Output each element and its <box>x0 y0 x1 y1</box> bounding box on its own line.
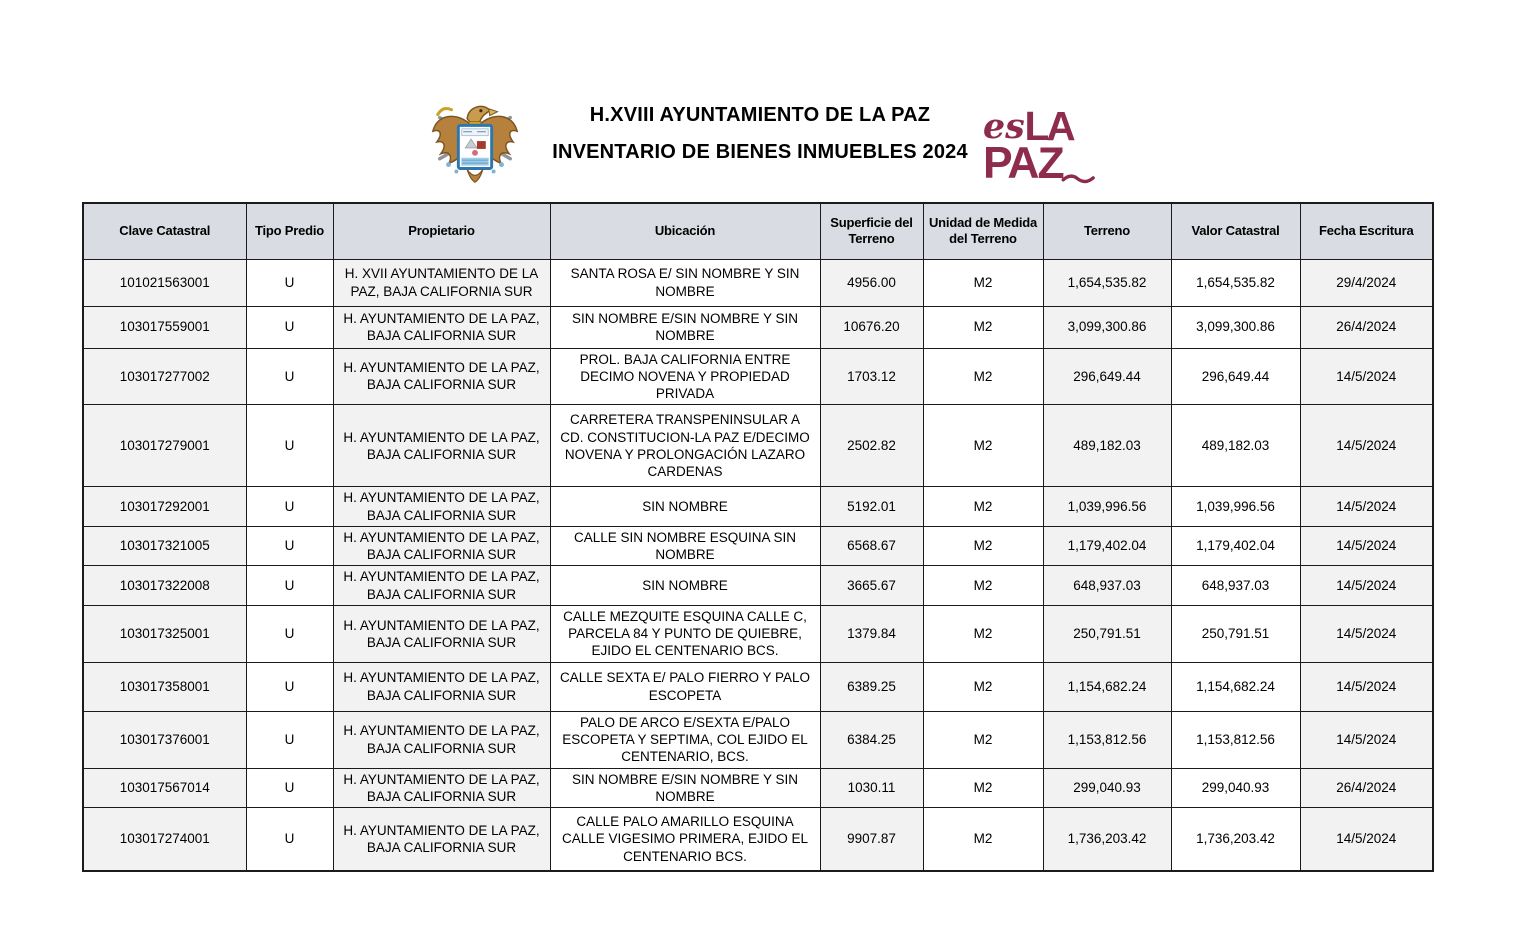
brand-es-text: es <box>982 106 1025 148</box>
table-header <box>83 203 1433 259</box>
cell-superficie-terreno: 6389.25 <box>820 662 923 711</box>
cell-tipo-predio: U <box>246 405 333 487</box>
cell-terreno: 1,154,682.24 <box>1043 662 1171 711</box>
cell-propietario: H. AYUNTAMIENTO DE LA PAZ, BAJA CALIFORNIA SUR <box>333 662 550 711</box>
cell-clave-catastral: 103017279001 <box>83 405 246 487</box>
cell-unidad-medida: M2 <box>923 405 1043 487</box>
table-row <box>83 405 1433 487</box>
cell-valor-catastral: 250,791.51 <box>1171 605 1300 662</box>
cell-tipo-predio: U <box>246 306 333 348</box>
cell-propietario: H. AYUNTAMIENTO DE LA PAZ, BAJA CALIFORNIA SUR <box>333 306 550 348</box>
cell-clave-catastral: 103017274001 <box>83 808 246 871</box>
cell-unidad-medida: M2 <box>923 662 1043 711</box>
cell-valor-catastral: 1,736,203.42 <box>1171 808 1300 871</box>
cell-tipo-predio: U <box>246 487 333 527</box>
cell-fecha-escritura: 14/5/2024 <box>1300 405 1433 487</box>
cell-terreno: 1,736,203.42 <box>1043 808 1171 871</box>
cell-unidad-medida: M2 <box>923 711 1043 768</box>
cell-fecha-escritura: 26/4/2024 <box>1300 306 1433 348</box>
table-row <box>83 768 1433 808</box>
cell-ubicacion: CALLE SIN NOMBRE ESQUINA SIN NOMBRE <box>550 526 820 566</box>
cell-tipo-predio: U <box>246 768 333 808</box>
cell-fecha-escritura: 14/5/2024 <box>1300 566 1433 606</box>
brand-paz-text: PAZ <box>982 138 1063 188</box>
inventory-table <box>82 202 1434 872</box>
coat-of-arms-icon <box>426 96 524 194</box>
cell-clave-catastral: 103017277002 <box>83 348 246 405</box>
cell-terreno: 1,153,812.56 <box>1043 711 1171 768</box>
cell-superficie-terreno: 9907.87 <box>820 808 923 871</box>
cell-terreno: 1,039,996.56 <box>1043 487 1171 527</box>
cell-fecha-escritura: 14/5/2024 <box>1300 348 1433 405</box>
title-block <box>520 104 1000 164</box>
cell-clave-catastral: 103017559001 <box>83 306 246 348</box>
cell-clave-catastral: 103017321005 <box>83 526 246 566</box>
column-header-ubicacion: Ubicación <box>550 203 820 259</box>
cell-propietario: H. AYUNTAMIENTO DE LA PAZ, BAJA CALIFORNIA SUR <box>333 566 550 606</box>
cell-superficie-terreno: 10676.20 <box>820 306 923 348</box>
column-header-superficie-terreno: Superficie del Terreno <box>820 203 923 259</box>
cell-valor-catastral: 1,154,682.24 <box>1171 662 1300 711</box>
cell-valor-catastral: 296,649.44 <box>1171 348 1300 405</box>
cell-superficie-terreno: 2502.82 <box>820 405 923 487</box>
cell-ubicacion: CALLE SEXTA E/ PALO FIERRO Y PALO ESCOPETA <box>550 662 820 711</box>
cell-valor-catastral: 1,153,812.56 <box>1171 711 1300 768</box>
cell-terreno: 296,649.44 <box>1043 348 1171 405</box>
cell-valor-catastral: 489,182.03 <box>1171 405 1300 487</box>
cell-fecha-escritura: 14/5/2024 <box>1300 526 1433 566</box>
cell-terreno: 250,791.51 <box>1043 605 1171 662</box>
table-row <box>83 711 1433 768</box>
cell-valor-catastral: 299,040.93 <box>1171 768 1300 808</box>
cell-propietario: H. AYUNTAMIENTO DE LA PAZ, BAJA CALIFORNIA SUR <box>333 348 550 405</box>
cell-tipo-predio: U <box>246 566 333 606</box>
cell-ubicacion: CALLE PALO AMARILLO ESQUINA CALLE VIGESIMO PRIMERA, EJIDO EL CENTENARIO BCS. <box>550 808 820 871</box>
cell-valor-catastral: 648,937.03 <box>1171 566 1300 606</box>
brand-wave-flourish <box>1063 176 1093 181</box>
cell-ubicacion: SANTA ROSA E/ SIN NOMBRE Y SIN NOMBRE <box>550 259 820 306</box>
cell-propietario: H. XVII AYUNTAMIENTO DE LA PAZ, BAJA CALIFORNIA SUR <box>333 259 550 306</box>
table-row <box>83 605 1433 662</box>
column-header-valor-catastral: Valor Catastral <box>1171 203 1300 259</box>
cell-ubicacion: SIN NOMBRE E/SIN NOMBRE Y SIN NOMBRE <box>550 306 820 348</box>
cell-fecha-escritura: 14/5/2024 <box>1300 605 1433 662</box>
table-row <box>83 348 1433 405</box>
column-header-unidad-medida: Unidad de Medida del Terreno <box>923 203 1043 259</box>
table-row <box>83 808 1433 871</box>
cell-unidad-medida: M2 <box>923 566 1043 606</box>
cell-superficie-terreno: 6568.67 <box>820 526 923 566</box>
cell-unidad-medida: M2 <box>923 808 1043 871</box>
cell-fecha-escritura: 14/5/2024 <box>1300 711 1433 768</box>
cell-valor-catastral: 3,099,300.86 <box>1171 306 1300 348</box>
cell-ubicacion: CARRETERA TRANSPENINSULAR A CD. CONSTITUCION-LA PAZ E/DECIMO NOVENA Y PROLONGACIÓN LAZARO CARDENAS <box>550 405 820 487</box>
cell-tipo-predio: U <box>246 662 333 711</box>
cell-superficie-terreno: 1703.12 <box>820 348 923 405</box>
cell-clave-catastral: 103017325001 <box>83 605 246 662</box>
coat-of-arms-logo <box>426 96 524 194</box>
cell-tipo-predio: U <box>246 605 333 662</box>
cell-unidad-medida: M2 <box>923 259 1043 306</box>
cell-fecha-escritura: 26/4/2024 <box>1300 768 1433 808</box>
cell-ubicacion: PROL. BAJA CALIFORNIA ENTRE DECIMO NOVENA Y PROPIEDAD PRIVADA <box>550 348 820 405</box>
cell-terreno: 299,040.93 <box>1043 768 1171 808</box>
cell-clave-catastral: 103017376001 <box>83 711 246 768</box>
cell-superficie-terreno: 5192.01 <box>820 487 923 527</box>
cell-ubicacion: CALLE MEZQUITE ESQUINA CALLE C, PARCELA 84 Y PUNTO DE QUIEBRE, EJIDO EL CENTENARIO BCS. <box>550 605 820 662</box>
cell-propietario: H. AYUNTAMIENTO DE LA PAZ, BAJA CALIFORNIA SUR <box>333 768 550 808</box>
cell-superficie-terreno: 6384.25 <box>820 711 923 768</box>
page-title: H.XVIII AYUNTAMIENTO DE LA PAZ <box>589 104 931 126</box>
cell-unidad-medida: M2 <box>923 306 1043 348</box>
cell-propietario: H. AYUNTAMIENTO DE LA PAZ, BAJA CALIFORNIA SUR <box>333 526 550 566</box>
column-header-fecha-escritura: Fecha Escritura <box>1300 203 1433 259</box>
cell-terreno: 3,099,300.86 <box>1043 306 1171 348</box>
table-body <box>83 259 1433 871</box>
cell-terreno: 1,654,535.82 <box>1043 259 1171 306</box>
es-la-paz-logo <box>982 102 1098 188</box>
table-row <box>83 526 1433 566</box>
column-header-terreno: Terreno <box>1043 203 1171 259</box>
table-row <box>83 566 1433 606</box>
brand-la-text: LA <box>1024 103 1073 150</box>
cell-terreno: 489,182.03 <box>1043 405 1171 487</box>
cell-terreno: 648,937.03 <box>1043 566 1171 606</box>
cell-tipo-predio: U <box>246 259 333 306</box>
column-header-clave-catastral: Clave Catastral <box>83 203 246 259</box>
cell-terreno: 1,179,402.04 <box>1043 526 1171 566</box>
column-header-propietario: Propietario <box>333 203 550 259</box>
cell-unidad-medida: M2 <box>923 605 1043 662</box>
cell-superficie-terreno: 1379.84 <box>820 605 923 662</box>
cell-fecha-escritura: 29/4/2024 <box>1300 259 1433 306</box>
cell-clave-catastral: 101021563001 <box>83 259 246 306</box>
cell-unidad-medida: M2 <box>923 768 1043 808</box>
cell-propietario: H. AYUNTAMIENTO DE LA PAZ, BAJA CALIFORNIA SUR <box>333 605 550 662</box>
cell-valor-catastral: 1,179,402.04 <box>1171 526 1300 566</box>
cell-valor-catastral: 1,039,996.56 <box>1171 487 1300 527</box>
cell-propietario: H. AYUNTAMIENTO DE LA PAZ, BAJA CALIFORNIA SUR <box>333 711 550 768</box>
table-row <box>83 487 1433 527</box>
cell-ubicacion: SIN NOMBRE <box>550 487 820 527</box>
cell-superficie-terreno: 4956.00 <box>820 259 923 306</box>
table-row <box>83 259 1433 306</box>
page-subtitle: INVENTARIO DE BIENES INMUEBLES 2024 <box>552 141 968 163</box>
cell-clave-catastral: 103017567014 <box>83 768 246 808</box>
table-row <box>83 662 1433 711</box>
es-la-paz-icon <box>982 102 1098 188</box>
cell-superficie-terreno: 1030.11 <box>820 768 923 808</box>
cell-ubicacion: PALO DE ARCO E/SEXTA E/PALO ESCOPETA Y SEPTIMA, COL EJIDO EL CENTENARIO, BCS. <box>550 711 820 768</box>
cell-superficie-terreno: 3665.67 <box>820 566 923 606</box>
cell-tipo-predio: U <box>246 526 333 566</box>
cell-tipo-predio: U <box>246 711 333 768</box>
cell-ubicacion: SIN NOMBRE E/SIN NOMBRE Y SIN NOMBRE <box>550 768 820 808</box>
cell-fecha-escritura: 14/5/2024 <box>1300 662 1433 711</box>
cell-propietario: H. AYUNTAMIENTO DE LA PAZ, BAJA CALIFORNIA SUR <box>333 487 550 527</box>
cell-clave-catastral: 103017358001 <box>83 662 246 711</box>
cell-unidad-medida: M2 <box>923 526 1043 566</box>
header-row <box>83 203 1433 259</box>
cell-clave-catastral: 103017322008 <box>83 566 246 606</box>
cell-fecha-escritura: 14/5/2024 <box>1300 808 1433 871</box>
cell-propietario: H. AYUNTAMIENTO DE LA PAZ, BAJA CALIFORNIA SUR <box>333 808 550 871</box>
table-row <box>83 306 1433 348</box>
column-header-tipo-predio: Tipo Predio <box>246 203 333 259</box>
cell-ubicacion: SIN NOMBRE <box>550 566 820 606</box>
cell-tipo-predio: U <box>246 808 333 871</box>
cell-valor-catastral: 1,654,535.82 <box>1171 259 1300 306</box>
cell-fecha-escritura: 14/5/2024 <box>1300 487 1433 527</box>
cell-propietario: H. AYUNTAMIENTO DE LA PAZ, BAJA CALIFORNIA SUR <box>333 405 550 487</box>
cell-tipo-predio: U <box>246 348 333 405</box>
cell-unidad-medida: M2 <box>923 348 1043 405</box>
cell-unidad-medida: M2 <box>923 487 1043 527</box>
cell-clave-catastral: 103017292001 <box>83 487 246 527</box>
